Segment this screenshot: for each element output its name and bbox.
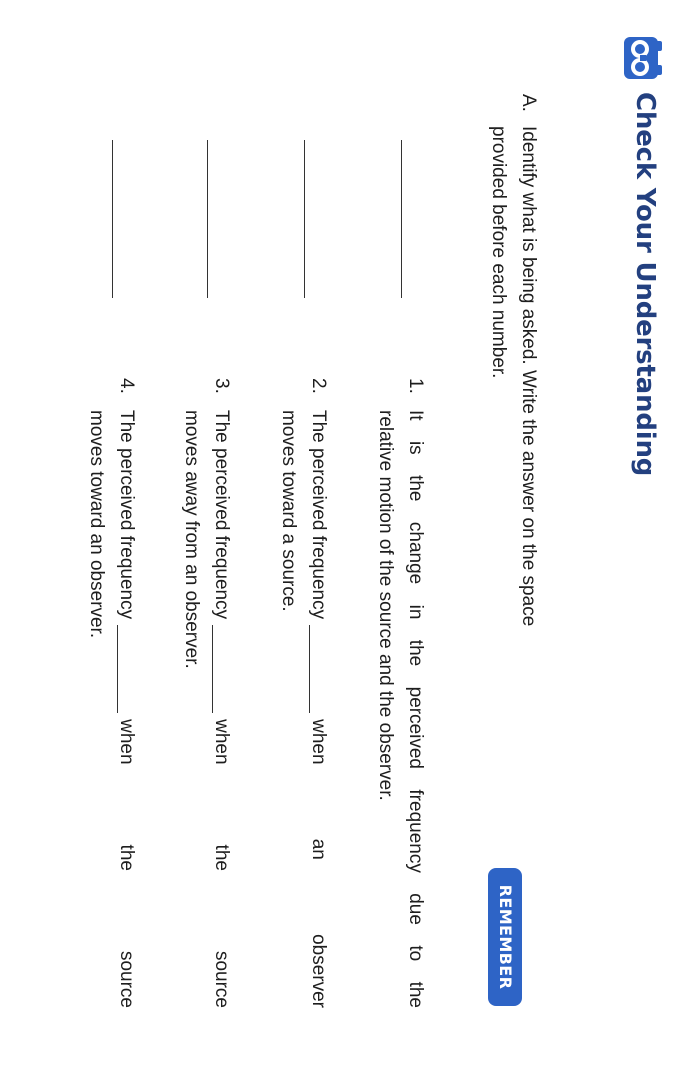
question-text-continued: relative motion of the source and the observer. bbox=[375, 410, 396, 801]
answer-blank[interactable] bbox=[112, 140, 113, 298]
question-number: 4. bbox=[116, 378, 137, 394]
question-number: 2. bbox=[308, 378, 329, 394]
binoculars-icon bbox=[622, 36, 664, 80]
question-text-row bbox=[304, 410, 332, 1008]
instruction-text: Identify what is being asked. Write the answer on the space bbox=[518, 126, 539, 627]
question-text-continued: moves toward a source. bbox=[278, 410, 299, 612]
instruction-letter: A. bbox=[518, 94, 539, 112]
page-title: Check Your Understanding bbox=[630, 92, 660, 477]
question-text-end: when an observer bbox=[308, 719, 329, 1008]
answer-blank[interactable] bbox=[401, 140, 402, 298]
answer-blank[interactable] bbox=[304, 140, 305, 298]
question-text-end: when the source bbox=[116, 719, 137, 1008]
question-text: The perceived frequency bbox=[116, 410, 137, 620]
inline-blank[interactable] bbox=[207, 619, 235, 719]
question-text-end: when the source bbox=[211, 719, 232, 1008]
question-text-continued: moves toward an observer. bbox=[86, 410, 107, 639]
question-text: The perceived frequency bbox=[308, 410, 329, 620]
answer-blank[interactable] bbox=[207, 140, 208, 298]
question-text-row bbox=[207, 410, 235, 1008]
question-item-3 bbox=[175, 0, 235, 1084]
question-text: The perceived frequency bbox=[211, 410, 232, 620]
instruction-text-continued: provided before each number. bbox=[488, 126, 509, 379]
inline-blank[interactable] bbox=[112, 619, 140, 719]
question-item-2 bbox=[272, 0, 332, 1084]
question-text: It is the change in the perceived frequency due to the bbox=[405, 410, 426, 1008]
remember-badge: REMEMBER bbox=[488, 868, 522, 1006]
question-text-continued: moves away from an observer. bbox=[181, 410, 202, 669]
inline-blank[interactable] bbox=[304, 619, 332, 719]
question-item-1 bbox=[369, 0, 429, 1084]
question-text-row bbox=[112, 410, 140, 1008]
question-number: 3. bbox=[211, 378, 232, 394]
question-number: 1. bbox=[405, 378, 426, 394]
question-item-4 bbox=[80, 0, 140, 1084]
